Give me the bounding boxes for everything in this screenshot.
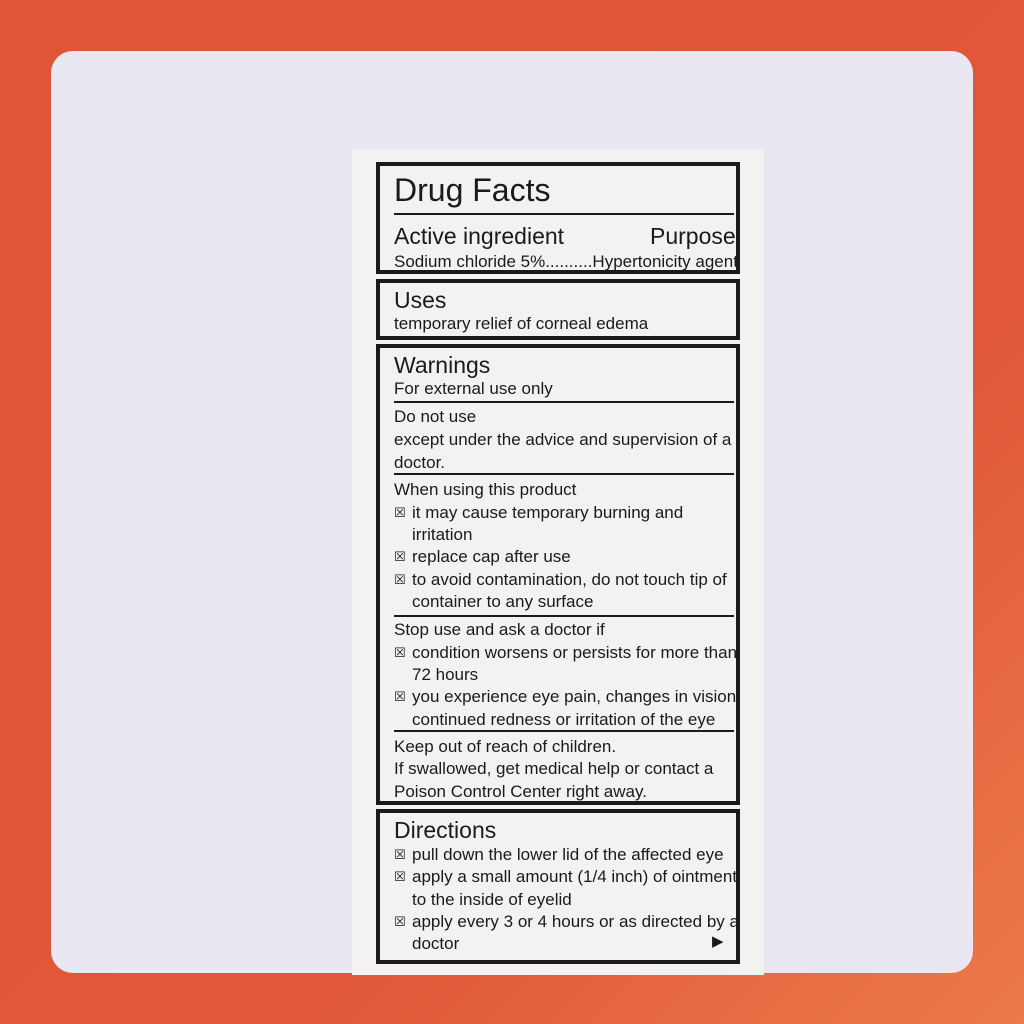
purpose-heading: Purpose bbox=[650, 223, 736, 249]
swallowed-text: If swallowed, get medical help or contact a bbox=[394, 759, 714, 778]
ingredient-line: Sodium chloride 5%..........Hypertonicity agent bbox=[394, 252, 738, 271]
when-using-heading: When using this product bbox=[394, 480, 577, 499]
list-item: pull down the lower lid of the affected eye bbox=[412, 845, 724, 864]
checkbox-bullet-icon: ☒ bbox=[394, 645, 406, 660]
divider bbox=[394, 473, 734, 475]
list-item: to avoid contamination, do not touch tip of bbox=[412, 570, 727, 589]
checkbox-bullet-icon: ☒ bbox=[394, 869, 406, 884]
checkbox-bullet-icon: ☒ bbox=[394, 914, 406, 929]
divider bbox=[394, 401, 734, 403]
uses-text: temporary relief of corneal edema bbox=[394, 314, 649, 333]
active-ingredient-heading: Active ingredient bbox=[394, 223, 565, 249]
external-use-text: For external use only bbox=[394, 379, 553, 398]
list-item: continued redness or irritation of the eye bbox=[412, 710, 716, 729]
background-card bbox=[51, 51, 973, 973]
do-not-use-heading: Do not use bbox=[394, 407, 477, 426]
checkbox-bullet-icon: ☒ bbox=[394, 549, 406, 564]
list-item: 72 hours bbox=[412, 665, 479, 684]
warnings-heading: Warnings bbox=[394, 352, 491, 378]
divider bbox=[394, 615, 734, 617]
drug-facts-label bbox=[352, 150, 764, 975]
divider bbox=[394, 213, 734, 215]
list-item: condition worsens or persists for more than bbox=[412, 643, 738, 662]
list-item: irritation bbox=[412, 525, 473, 544]
keep-out-text: Keep out of reach of children. bbox=[394, 737, 617, 756]
list-item: apply a small amount (1/4 inch) of ointment bbox=[412, 867, 738, 886]
uses-box bbox=[376, 279, 740, 340]
do-not-use-text: doctor. bbox=[394, 453, 446, 472]
list-item: it may cause temporary burning and bbox=[412, 503, 684, 522]
list-item: doctor bbox=[412, 934, 460, 953]
warnings-box bbox=[376, 344, 740, 805]
checkbox-bullet-icon: ☒ bbox=[394, 689, 406, 704]
directions-heading: Directions bbox=[394, 817, 497, 843]
continue-arrow-icon: ▶ bbox=[712, 933, 724, 950]
list-item: replace cap after use bbox=[412, 547, 571, 566]
uses-heading: Uses bbox=[394, 287, 447, 313]
directions-box bbox=[376, 809, 740, 964]
list-item: apply every 3 or 4 hours or as directed by a bbox=[412, 912, 739, 931]
label-title: Drug Facts bbox=[394, 172, 551, 208]
divider bbox=[394, 730, 734, 732]
drug-facts-header-box bbox=[376, 162, 740, 274]
do-not-use-text: except under the advice and supervision of a bbox=[394, 430, 732, 449]
checkbox-bullet-icon: ☒ bbox=[394, 505, 406, 520]
checkbox-bullet-icon: ☒ bbox=[394, 572, 406, 587]
list-item: container to any surface bbox=[412, 592, 594, 611]
checkbox-bullet-icon: ☒ bbox=[394, 847, 406, 862]
list-item: you experience eye pain, changes in vision, bbox=[412, 687, 741, 706]
poison-control-text: Poison Control Center right away. bbox=[394, 782, 647, 801]
list-item: to the inside of eyelid bbox=[412, 890, 572, 909]
stop-use-heading: Stop use and ask a doctor if bbox=[394, 620, 605, 639]
